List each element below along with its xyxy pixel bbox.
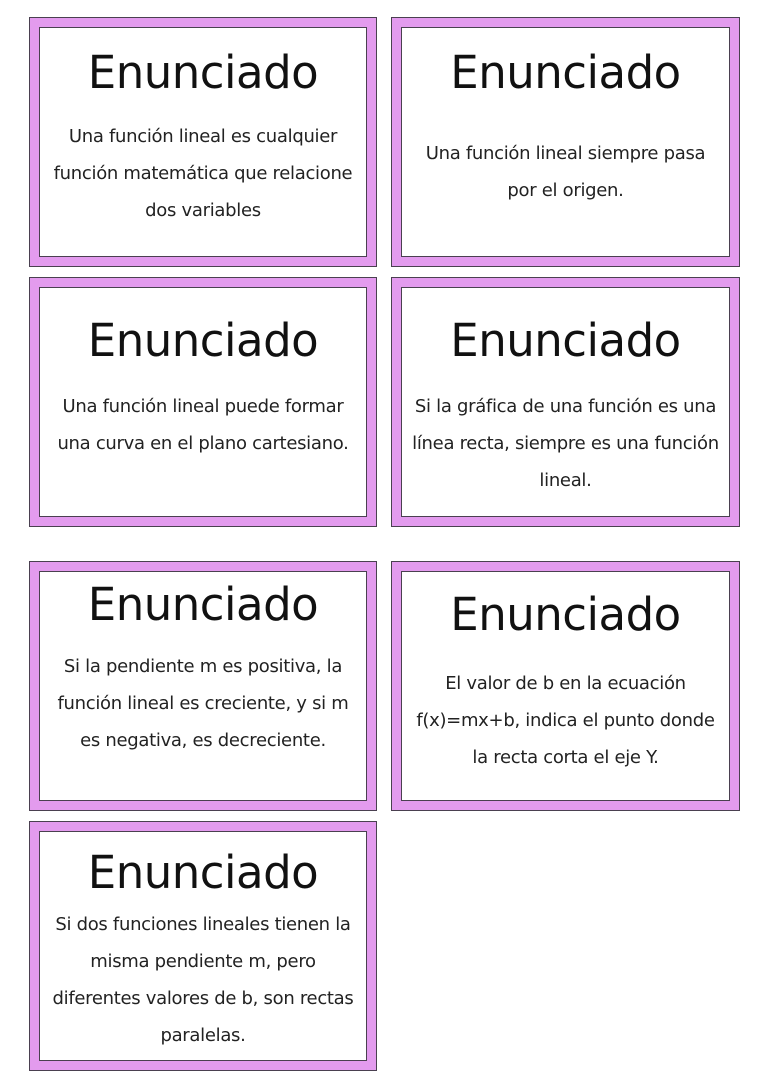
card-3 xyxy=(29,277,377,527)
card-2-text: Una función lineal siempre pasa por el origen. xyxy=(425,143,706,201)
card-2-title: Enunciado xyxy=(450,46,681,99)
card-4-content xyxy=(401,287,730,517)
card-1-text: Una función lineal es cualquier función matemática que relacione dos variables xyxy=(53,126,353,221)
card-4 xyxy=(391,277,740,527)
card-5-title: Enunciado xyxy=(87,578,319,631)
card-3-title: Enunciado xyxy=(87,314,319,367)
card-6-text: El valor de b en la ecuación f(x)=mx+b, indica el punto donde la recta corta el eje Y. xyxy=(416,673,715,768)
card-6-content xyxy=(401,571,730,801)
card-4-title: Enunciado xyxy=(450,314,681,367)
card-7-title: Enunciado xyxy=(87,846,319,899)
card-3-content xyxy=(39,287,367,517)
card-5 xyxy=(29,561,377,811)
card-6 xyxy=(391,561,740,811)
card-5-text: Si la pendiente m es positiva, la función lineal es creciente, y si m es negativa, es decreciente. xyxy=(57,656,349,751)
card-5-content xyxy=(39,571,367,801)
card-7 xyxy=(29,821,377,1071)
card-3-text: Una función lineal puede formar una curva en el plano cartesiano. xyxy=(57,396,349,454)
card-6-title: Enunciado xyxy=(450,588,681,641)
card-4-text: Si la gráfica de una función es una línea recta, siempre es una función lineal. xyxy=(412,396,719,491)
card-1 xyxy=(29,17,377,267)
card-2 xyxy=(391,17,740,267)
card-7-content xyxy=(39,831,367,1061)
card-1-content xyxy=(39,27,367,257)
card-2-content xyxy=(401,27,730,257)
card-7-text: Si dos funciones lineales tienen la misma pendiente m, pero diferentes valores de b, son rectas paralelas. xyxy=(52,914,354,1046)
card-1-title: Enunciado xyxy=(87,46,319,99)
